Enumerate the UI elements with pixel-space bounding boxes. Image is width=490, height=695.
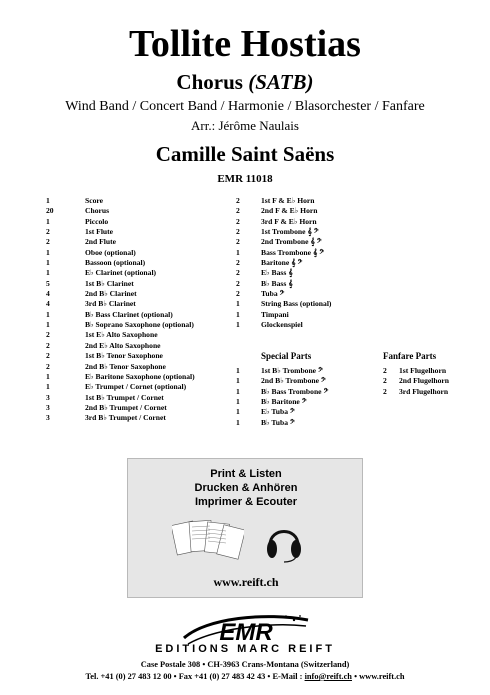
part-row [46,227,195,237]
fanfare-parts-heading: Fanfare Parts [383,351,437,361]
part-row [46,299,195,309]
part-name: 2nd Flute [85,237,117,247]
part-name: B♭ Bass Trombone 𝄢 [261,386,329,396]
part-name: B♭ Tuba 𝄢 [261,417,295,427]
contact-phone-fax: Tel. +41 (0) 27 483 12 00 • Fax +41 (0) 27 483 42 43 • E-Mail : [85,672,305,681]
part-quantity: 2 [236,237,240,247]
part-name: 2nd B♭ Tenor Saxophone [85,361,166,371]
promo-line-1: Print & Listen [210,468,282,480]
catalog-number: EMR 11018 [217,173,273,185]
part-row [236,268,331,278]
part-row [46,268,195,278]
special-parts-heading: Special Parts [261,351,312,361]
part-quantity: 2 [46,227,50,237]
part-row [383,376,449,386]
part-name: Timpani [261,309,289,319]
part-quantity: 3 [46,413,50,423]
part-quantity: 2 [236,216,240,226]
subtitle [0,70,490,94]
part-name: B♭ Baritone 𝄢 [261,397,307,407]
part-name: 2nd B♭ Trumpet / Cornet [85,402,167,412]
part-name: 1st B♭ Clarinet [85,278,134,288]
ensemble-line: Wind Band / Concert Band / Harmonie / Blasorchester / Fanfare [65,99,425,114]
part-quantity: 2 [46,330,50,340]
part-row [46,248,195,258]
part-row [236,289,331,299]
part-row [46,341,195,351]
part-quantity: 1 [46,371,50,381]
part-name: 3rd Flugelhorn [399,386,449,396]
part-quantity: 5 [46,278,50,288]
part-row [46,393,195,403]
part-name: 1st F & E♭ Horn [261,196,315,205]
part-row [46,403,195,413]
part-row [236,418,328,428]
logo-text: EMR [219,619,273,646]
part-row [236,366,328,376]
part-row [236,387,328,397]
part-quantity: 2 [236,196,240,205]
part-quantity: 1 [236,320,240,330]
part-row [236,258,331,268]
part-quantity: 2 [236,227,240,237]
part-name: 2nd E♭ Alto Saxophone [85,340,161,350]
part-quantity: 20 [46,206,54,216]
part-row [46,258,195,268]
part-quantity: 1 [46,258,50,268]
subtitle-voicing: (SATB) [248,70,314,94]
part-quantity: 1 [46,382,50,392]
part-row [46,289,195,299]
part-quantity: 1 [46,320,50,330]
part-row [236,407,328,417]
part-row [236,310,331,320]
part-name: 1st B♭ Tenor Saxophone [85,351,163,361]
part-row [46,372,195,382]
part-row [236,237,331,247]
part-quantity: 1 [236,407,240,417]
parts-list-woodwinds [46,196,195,424]
part-row [236,196,331,206]
part-quantity: 2 [236,258,240,268]
part-quantity: 2 [383,386,387,396]
parts-list-brass [236,196,331,330]
part-name: String Bass (optional) [261,299,332,309]
part-name: 2nd B♭ Clarinet [85,289,137,299]
part-row [46,320,195,330]
part-quantity: 1 [46,196,50,205]
part-name: E♭ Trumpet / Cornet (optional) [85,382,187,392]
part-row [236,206,331,216]
part-name: B♭ Bass 𝄞 [261,278,293,288]
part-name: Score [85,196,103,205]
part-quantity: 1 [46,309,50,319]
part-quantity: 2 [46,361,50,371]
promo-line-3: Imprimer & Ecouter [194,496,298,508]
part-quantity: 4 [46,289,50,299]
part-row [46,279,195,289]
part-row [46,382,195,392]
part-name: 3rd B♭ Trumpet / Cornet [85,413,166,423]
part-name: Glockenspiel [261,320,303,330]
part-quantity: 1 [46,216,50,226]
part-name: Bassoon (optional) [85,258,146,268]
part-quantity: 4 [46,299,50,309]
part-quantity: 2 [236,268,240,278]
subtitle-main: Chorus [176,70,243,94]
address-line: Case Postale 308 • CH-3963 Crans-Montana (Switzerland) [140,660,350,669]
part-name: Baritone 𝄞 𝄢 [261,258,303,268]
part-row [46,351,195,361]
part-quantity: 1 [236,376,240,386]
part-name: 3rd B♭ Clarinet [85,299,136,309]
part-row [236,217,331,227]
part-name: Tuba 𝄢 [261,289,285,299]
part-quantity: 2 [236,289,240,299]
part-quantity: 1 [236,247,240,257]
part-quantity: 2 [236,206,240,216]
part-quantity: 1 [236,397,240,407]
part-name: 2nd B♭ Trombone 𝄢 [261,376,326,386]
brand-name: EDITIONS MARC REIFT [155,643,335,655]
contact-website: • www.reift.ch [351,672,405,681]
part-quantity: 2 [46,351,50,361]
part-quantity: 2 [236,278,240,288]
part-quantity: 3 [46,402,50,412]
special-parts-list [236,366,328,428]
part-row [236,279,331,289]
part-name: 1st Flute [85,227,114,237]
contact-line [0,671,490,682]
email-link[interactable]: info@reift.ch [304,672,352,681]
part-row [236,397,328,407]
title: Tollite Hostias [129,23,361,65]
part-row [46,362,195,372]
part-quantity: 2 [46,237,50,247]
part-row [383,387,449,397]
part-row [236,320,331,330]
part-name: 2nd Flugelhorn [399,376,450,386]
part-row [46,413,195,423]
part-name: 1st B♭ Trombone 𝄢 [261,366,323,375]
part-name: Piccolo [85,216,109,226]
part-name: E♭ Bass 𝄞 [261,268,293,278]
part-row [236,299,331,309]
sheet-music-icon [172,517,244,563]
part-name: E♭ Tuba 𝄢 [261,407,295,417]
part-row [236,248,331,258]
part-quantity: 3 [46,392,50,402]
part-name: 1st Trombone 𝄞 𝄢 [261,227,319,237]
part-quantity: 2 [383,376,387,386]
part-name: E♭ Baritone Saxophone (optional) [85,371,195,381]
part-name: Chorus [85,206,110,216]
part-name: B♭ Soprano Saxophone (optional) [85,320,194,330]
print-listen-box[interactable] [127,458,363,598]
part-quantity: 1 [236,386,240,396]
part-row [46,237,195,247]
part-quantity: 2 [383,366,387,375]
part-name: 2nd F & E♭ Horn [261,206,318,216]
part-name: Bass Trombone 𝄞 𝄢 [261,247,325,257]
part-row [46,196,195,206]
part-quantity: 1 [46,268,50,278]
part-row [46,330,195,340]
part-name: 1st Flugelhorn [399,366,447,375]
part-row [46,310,195,320]
part-name: E♭ Clarinet (optional) [85,268,157,278]
part-row [46,206,195,216]
promo-url[interactable]: www.reift.ch [213,575,279,589]
headphones-icon [264,519,304,563]
part-name: 1st B♭ Trumpet / Cornet [85,392,164,402]
part-quantity: 1 [46,247,50,257]
part-quantity: 1 [236,417,240,427]
part-name: 1st E♭ Alto Saxophone [85,330,158,340]
part-quantity: 1 [236,299,240,309]
composer: Camille Saint Saëns [155,142,335,166]
part-row [236,376,328,386]
part-quantity: 2 [46,340,50,350]
part-name: 2nd Trombone 𝄞 𝄢 [261,237,322,247]
part-name: 3rd F & E♭ Horn [261,216,317,226]
part-quantity: 1 [236,309,240,319]
fanfare-parts-list [383,366,449,397]
part-row [46,217,195,227]
part-quantity: 1 [236,366,240,375]
part-name: Oboe (optional) [85,247,136,257]
part-row [236,227,331,237]
part-row [383,366,449,376]
part-name: B♭ Bass Clarinet (optional) [85,309,173,319]
promo-line-2: Drucken & Anhören [194,482,298,494]
arranger-line: Arr.: Jérôme Naulais [191,118,299,133]
